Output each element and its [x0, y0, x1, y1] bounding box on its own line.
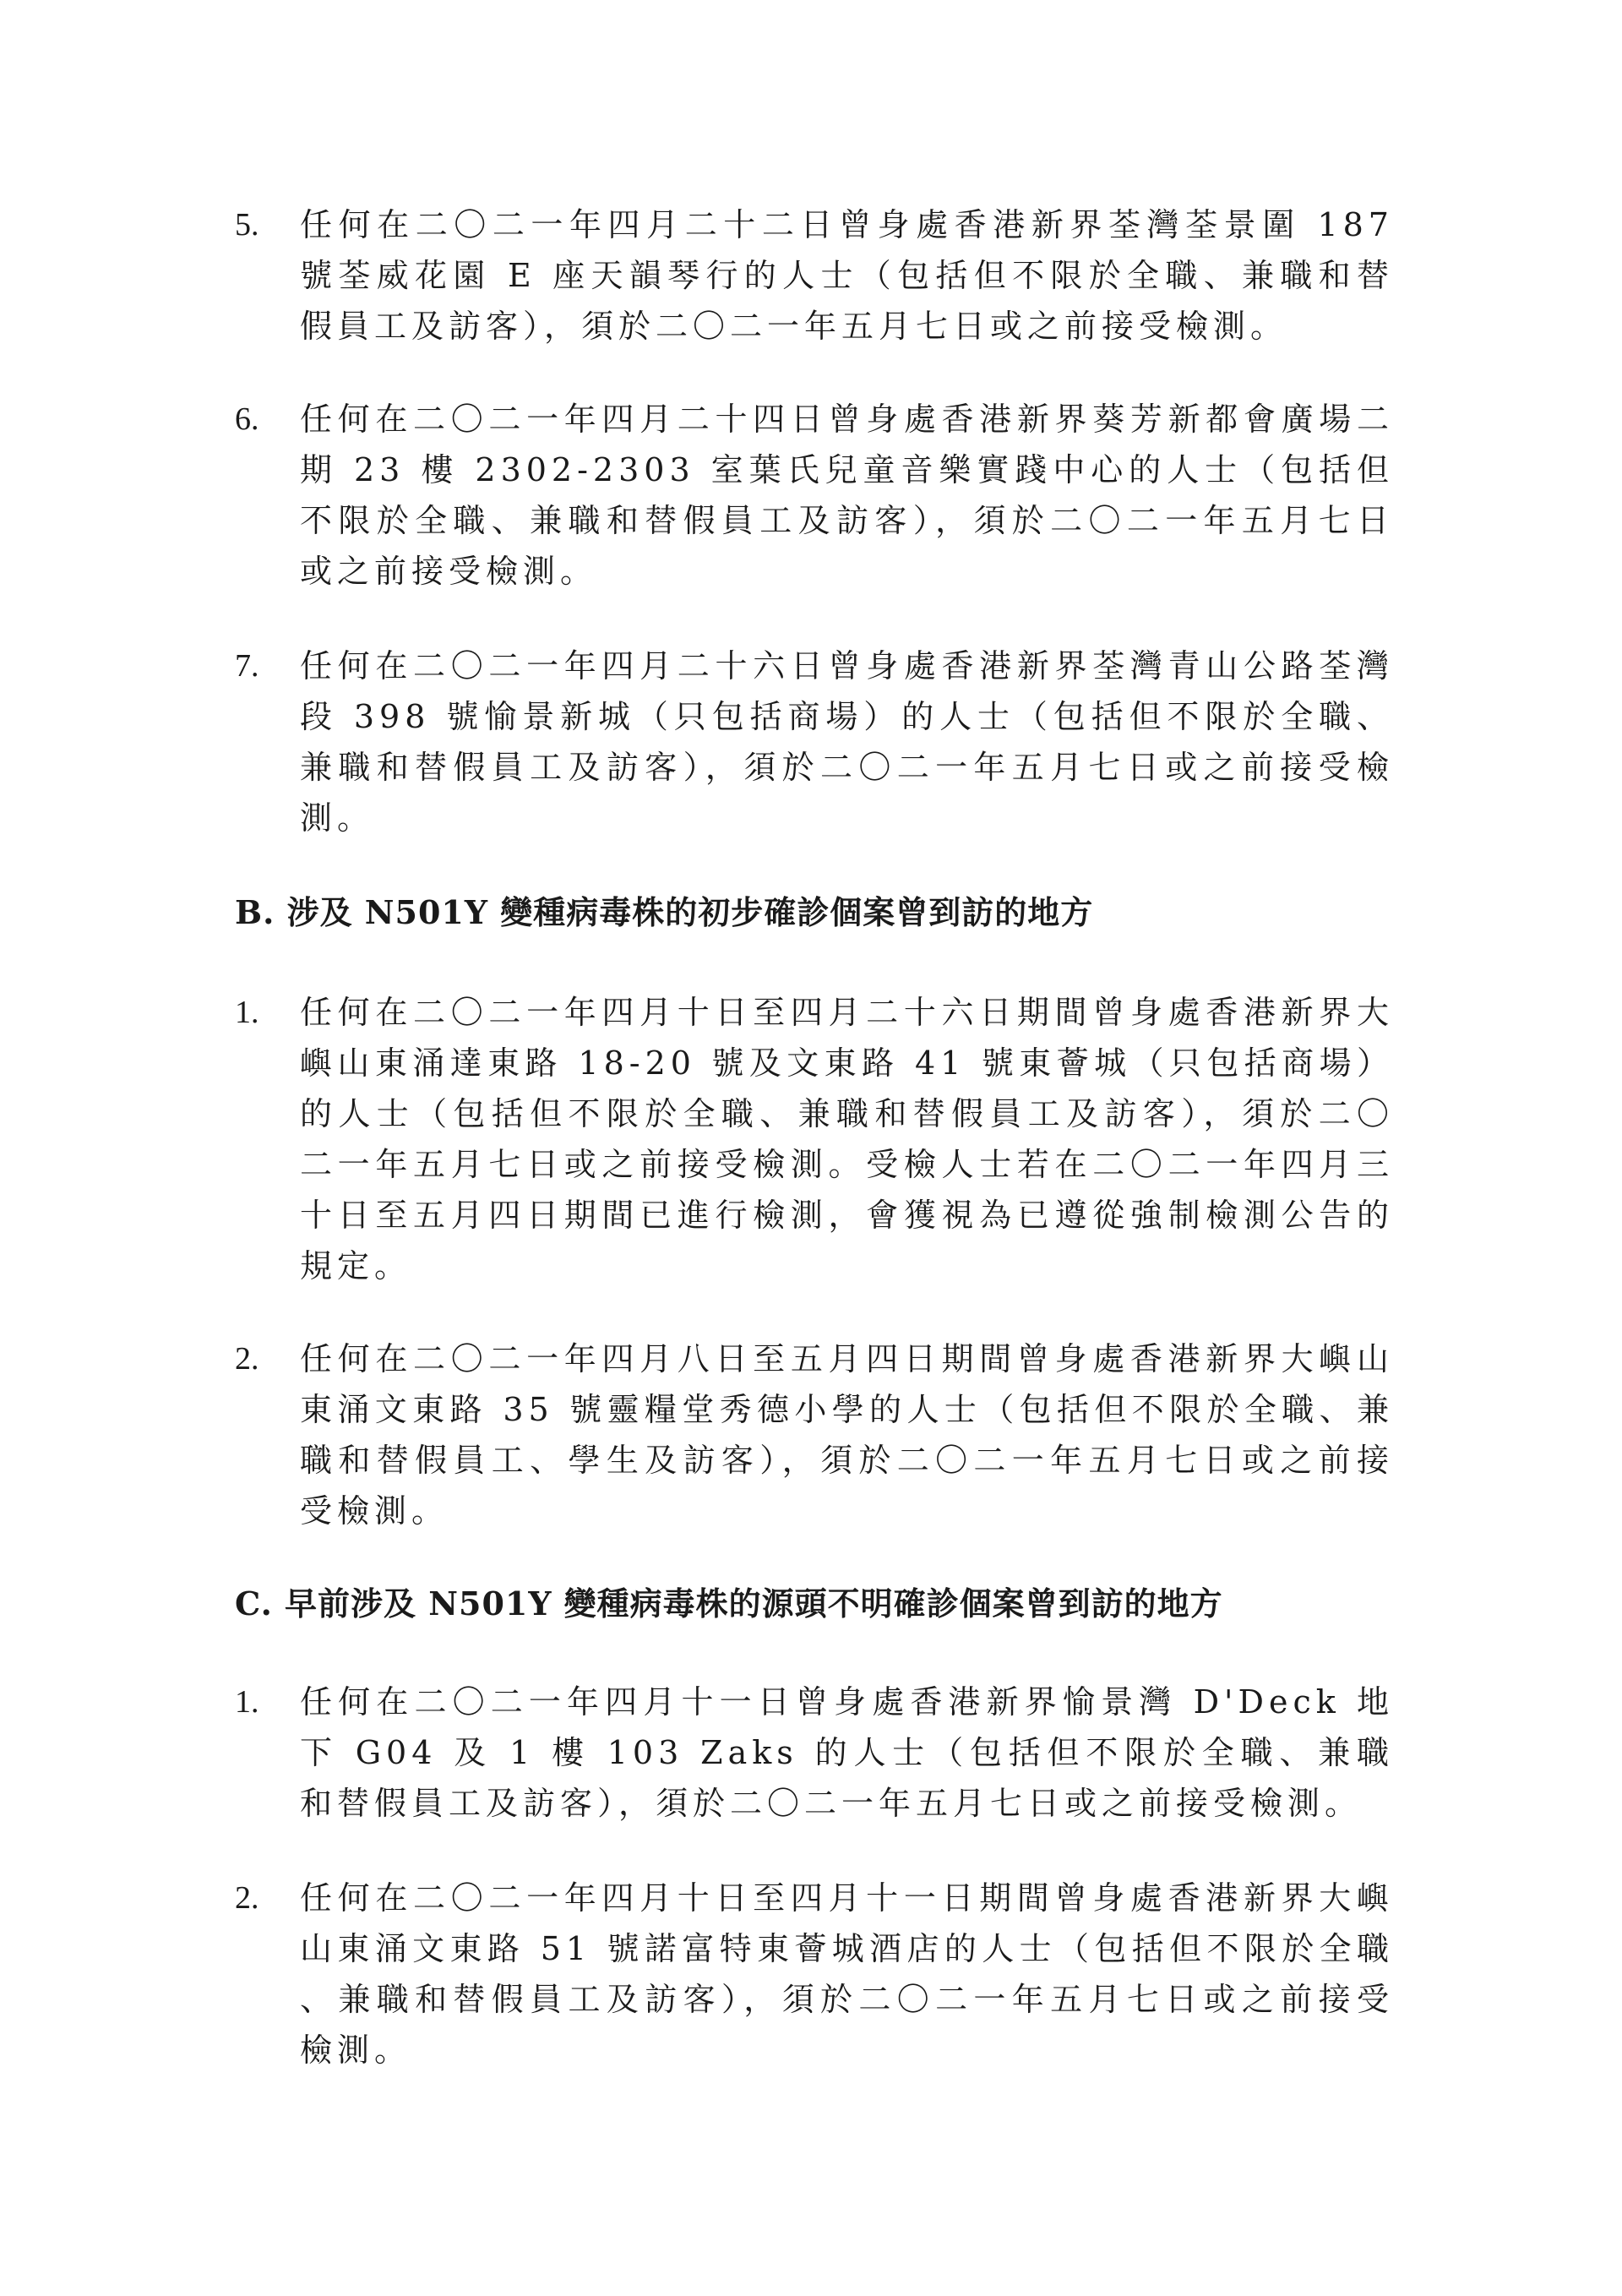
- item-text: 任何在二〇二一年四月十一日曾身處香港新界愉景灣 D'Deck 地下 G04 及 1 樓 103 Zaks 的人士（包括但不限於全職、兼職和替假員工及訪客），須於二〇二一年五月七日或之前接受檢測。: [300, 1683, 1394, 1822]
- item-number: 1.: [235, 995, 259, 1030]
- item-text: 任何在二〇二一年四月二十六日曾身處香港新界荃灣青山公路荃灣段 398 號愉景新城（只包括商場）的人士（包括但不限於全職、兼職和替假員工及訪客），須於二〇二一年五月七日或之前接受檢測。: [300, 647, 1394, 837]
- section-b-heading: B. 涉及 N501Y 變種病毒株的初步確診個案曾到訪的地方: [235, 893, 1094, 931]
- item-number: 7.: [235, 648, 259, 684]
- item-number: 1.: [235, 1684, 259, 1720]
- item-number: 6.: [235, 401, 259, 437]
- item-text: 任何在二〇二一年四月十日至四月二十六日期間曾身處香港新界大嶼山東涌達東路 18-20 號及文東路 41 號東薈城（只包括商場）的人士（包括但不限於全職、兼職和替假員工及訪客），須於二〇二一年五月七日或之前接受檢測。受檢人士若在二〇二一年四月三十日至五月四日期間已進行檢測，會獲視為已遵從強制檢測公告的規定。: [300, 994, 1394, 1284]
- item-text: 任何在二〇二一年四月十日至四月十一日期間曾身處香港新界大嶼山東涌文東路 51 號諾富特東薈城酒店的人士（包括但不限於全職、兼職和替假員工及訪客），須於二〇二一年五月七日或之前接受檢測。: [300, 1879, 1394, 2069]
- item-number: 2.: [235, 1341, 259, 1377]
- section-c-heading: C. 早前涉及 N501Y 變種病毒株的源頭不明確診個案曾到訪的地方: [235, 1584, 1223, 1622]
- item-number: 2.: [235, 1880, 259, 1916]
- item-text: 任何在二〇二一年四月二十四日曾身處香港新界葵芳新都會廣場二期 23 樓 2302-2303 室葉氏兒童音樂實踐中心的人士（包括但不限於全職、兼職和替假員工及訪客），須於二〇二一年五月七日或之前接受檢測。: [300, 401, 1394, 590]
- item-text: 任何在二〇二一年四月二十二日曾身處香港新界荃灣荃景圍 187 號荃威花園 E 座天韻琴行的人士（包括但不限於全職、兼職和替假員工及訪客），須於二〇二一年五月七日或之前接受檢測。: [300, 206, 1394, 345]
- item-number: 5.: [235, 207, 259, 243]
- item-text: 任何在二〇二一年四月八日至五月四日期間曾身處香港新界大嶼山東涌文東路 35 號靈糧堂秀德小學的人士（包括但不限於全職、兼職和替假員工、學生及訪客），須於二〇二一年五月七日或之前接受檢測。: [300, 1340, 1394, 1530]
